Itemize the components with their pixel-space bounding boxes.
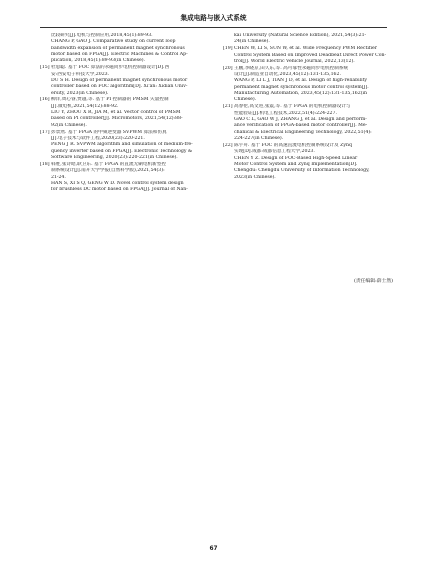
reference-line: trol[J]. World Electric Vehicle Journal, 2022,13(12).	[234, 58, 355, 64]
reference-entry	[223, 66, 393, 104]
reference-number: [22]	[223, 142, 233, 148]
reference-line: Chengdu: Chengdu University of Information Technology,	[234, 168, 370, 174]
reference-line: LIU Y, ZHOU X R, JIA M, et al. Vector control of PMSM	[51, 110, 181, 116]
reference-line: ance verification of FPGA-based motor controller[J]. Me-	[234, 123, 368, 129]
reference-number: [15]	[40, 65, 50, 71]
reference-line: [J].电子技术与软件工程,2020(23):220-221.	[51, 136, 145, 141]
reference-line: plication, 2018,45(1):89-93(in Chinese).	[51, 58, 146, 64]
responsible-editor-note: (责任编辑:薛士然)	[354, 279, 393, 284]
reference-entry	[40, 65, 210, 97]
reference-entry	[40, 97, 210, 129]
reference-number: [17]	[40, 129, 50, 135]
reference-entry	[223, 104, 393, 142]
reference-number: [21]	[223, 104, 233, 110]
reference-line: for brushless DC motor based on FPGA[J]. Journal of Nan-	[51, 187, 188, 193]
reference-number: [18]	[40, 161, 50, 167]
reference-line: 24(in Chinese).	[234, 39, 270, 45]
reference-line: Chinese).	[234, 97, 257, 103]
reference-number: [19]	[223, 46, 233, 52]
reference-line: CHEN Y Z. Design of FOC-Based High-Speed Linear	[234, 155, 358, 161]
running-header: 集成电路与嵌入式系统	[180, 14, 247, 22]
reference-entry	[223, 46, 393, 65]
reference-line: 性能验证[J].机电工程技术,2022,51(4):224-227.	[234, 110, 337, 116]
page-number: 67	[209, 546, 218, 552]
reference-line: quency inverter based on FPGA[J]. Electronic Technology &	[51, 148, 193, 154]
reference-line-text: 陈宇舟. 基于 FOC 的高速直流电机控制系统设计及 Zynq	[234, 142, 352, 148]
reference-line: DU S H. Design of permanent magnet synchronous motor	[51, 77, 188, 83]
reference-line-text: CHEN W, LI S, SUN W, et al. Wide Frequency PWM Rectifier	[234, 46, 377, 52]
reference-entry	[223, 143, 393, 181]
reference-line-text: 彭景然. 基于 FPGA 的中频逆变器 SVPWM 算法和仿真	[51, 129, 167, 135]
reference-entry	[223, 33, 393, 46]
reference-line-text: 高春伦,高文进,张震,等. 基于 FPGA 的电机控制器设计与	[234, 104, 351, 110]
reference-entry	[40, 130, 210, 162]
reference-line: permanent magnet synchronous motor control system[J].	[234, 84, 369, 90]
reference-line: 224-227(in Chinese).	[234, 136, 284, 141]
reference-line: HAN S, XI S Q, GENG W D. Novel control system design	[51, 180, 184, 186]
reference-line: Manufacturing Automation, 2023,45(12):131-135,162(in	[234, 91, 367, 97]
reference-entry	[40, 33, 210, 65]
reference-line-text: 王鹏,李晓京,田久东,等. 高可靠性永磁同步电机控制系统	[234, 65, 349, 71]
reference-line: GAO C L, GAO W J, ZHANG J, et al. Design and perform-	[234, 116, 367, 122]
reference-line: based on PI controller[J]. Micromotors, 2021,54(12):88-	[51, 116, 183, 122]
reference-line: Control System Based on Improved Deadbeat Direct Power Con-	[234, 52, 387, 58]
reference-line: 2023(in Chinese).	[234, 174, 276, 180]
reference-line: chanical & Electrical Engineering Technology, 2022,51(4):	[234, 129, 372, 135]
reference-line: 实现[D].成都:成都信息工程大学,2023.	[234, 149, 315, 155]
reference-line: 设计[J].制造业自动化,2023,45(12):131-135,162.	[234, 72, 341, 78]
reference-line: 制系统设计[J].南开大学学报(自然科学版),2021,54(3):	[51, 168, 165, 174]
reference-line: bandwidth expansion of permanent magnet synchronous	[51, 45, 185, 51]
reference-line-text: 杜思聪. 基于 FOC 算法的永磁同步电机控制器设计[D].西	[51, 65, 170, 71]
reference-line: Software Engineering, 2020(23):220-221(in Chinese).	[51, 155, 178, 161]
reference-first-line	[223, 46, 393, 52]
reference-line: 92(in Chinese).	[51, 122, 87, 128]
reference-line: motor based on FPGA[J]. Electric Machines & Control Ap-	[51, 52, 188, 58]
reference-number: [20]	[223, 65, 233, 71]
reference-entry	[40, 162, 210, 194]
reference-number: [16]	[40, 97, 50, 103]
reference-line: kai University (Natural Science Edition), 2021,54(3):21-	[234, 33, 367, 38]
reference-line: 比较研究[J].电机与控制应用,2018,45(1):89-93.	[51, 33, 153, 38]
reference-line: Motor Control System and Zynq Implementation[D].	[234, 161, 358, 167]
reference-list-left-column	[40, 33, 210, 194]
reference-line: WANG P, LI L J, TIAN J D, et al. Design of high-reliability	[234, 78, 368, 84]
reference-line: CHANG P, GAO J. Comparative study on current loop	[51, 39, 176, 45]
reference-line: PENG J R. SVPWM algorithm and simulation of medium-fre-	[51, 142, 193, 148]
header-divider	[40, 27, 387, 28]
reference-line: 安:西安电子科技大学,2023.	[51, 71, 110, 77]
reference-line: ersity, 2023(in Chinese).	[51, 90, 109, 96]
reference-line-text: 韩胜,张诗昭,耿卫东. 基于 FPGA 的直流无刷电机新型控	[51, 161, 167, 167]
reference-line: controller based on FOC algorithm[D]. Xi'an: Xidian Univ-	[51, 84, 188, 90]
reference-line: [J].微电机,2021,54(12):88-92.	[51, 103, 119, 109]
reference-list-right-column	[223, 33, 393, 181]
reference-line-text: 柳洋,周心睿,贾越,等. 基于 PI 控制器的 PMSM 矢量控制	[51, 97, 169, 103]
reference-line: 21-24.	[51, 174, 66, 180]
